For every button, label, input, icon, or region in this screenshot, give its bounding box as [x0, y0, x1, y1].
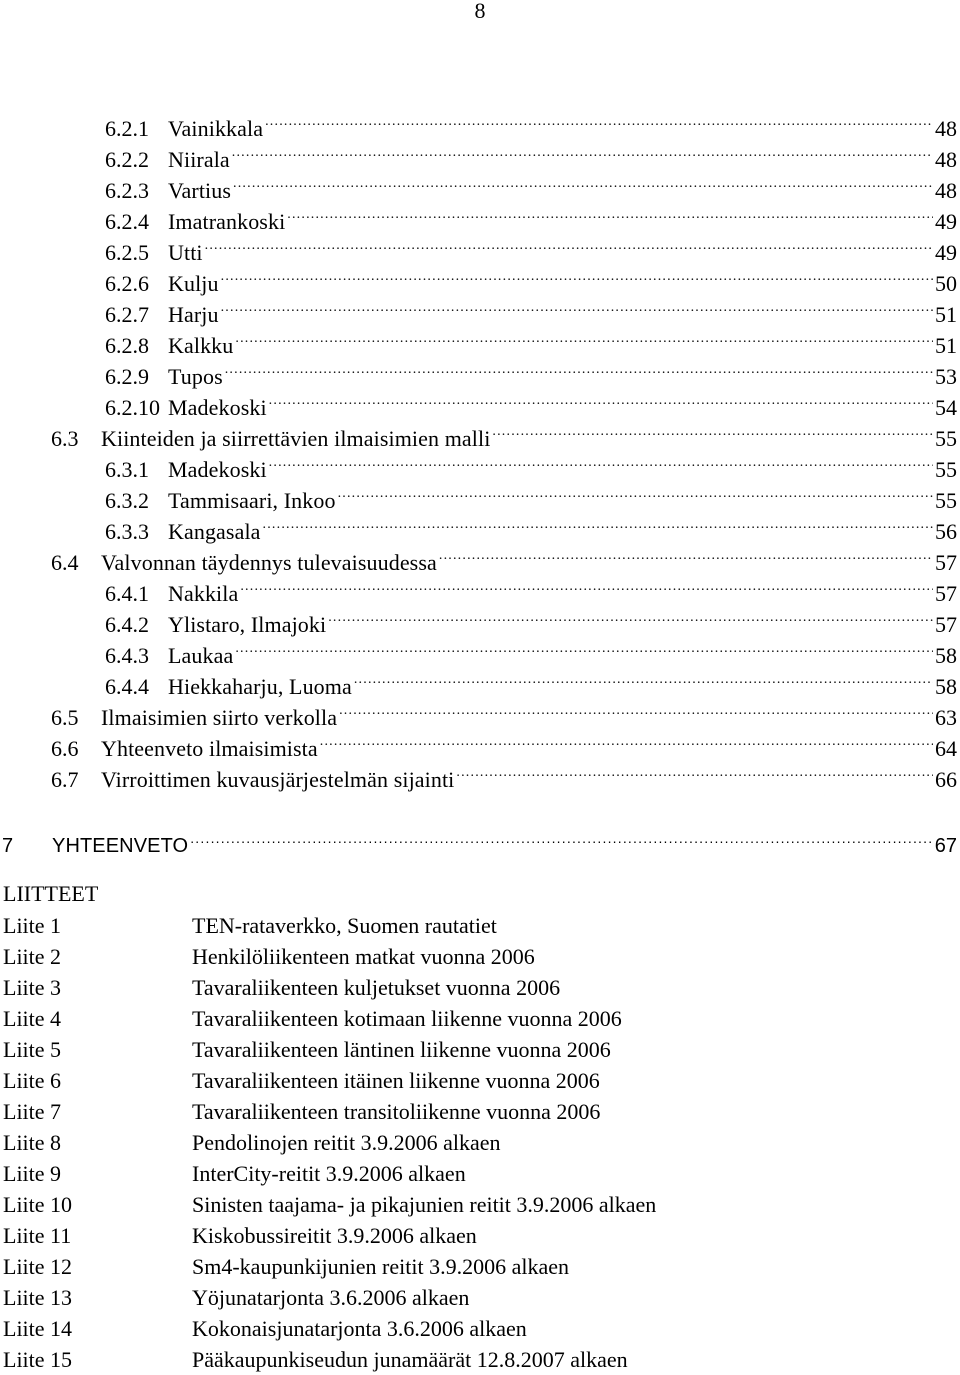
toc-leader-dots: [221, 291, 933, 322]
appendix-label: Liite 14: [3, 1316, 73, 1341]
toc-number: 6.2.7: [105, 302, 149, 327]
appendix-label: Liite 15: [3, 1347, 73, 1372]
appendix-item[interactable]: [0, 1034, 960, 1065]
toc-page-number: 64: [935, 736, 957, 761]
toc-number: 6.7: [51, 767, 79, 792]
appendix-label: Liite 11: [3, 1223, 72, 1248]
appendix-description: Kokonaisjunatarjonta 3.6.2006 alkaen: [192, 1316, 527, 1341]
toc-title: Madekoski: [168, 395, 267, 420]
appendix-label: Liite 8: [3, 1130, 62, 1155]
toc-page-number: 57: [935, 612, 957, 637]
toc-page-number: 54: [935, 395, 957, 420]
toc-leader-dots: [287, 198, 933, 229]
toc-number: 6.2.9: [105, 364, 149, 389]
toc-leader-dots: [269, 446, 933, 477]
toc-number: 6.3.2: [105, 488, 149, 513]
toc-leader-dots: [339, 694, 933, 725]
toc-title: Ilmaisimien siirto verkolla: [101, 705, 338, 730]
toc-leader-dots: [225, 353, 933, 384]
appendix-label: Liite 12: [3, 1254, 73, 1279]
toc-title: Vainikkala: [168, 116, 264, 141]
toc-title: Kalkku: [168, 333, 234, 358]
appendix-description: Tavaraliikenteen transitoliikenne vuonna 2006: [192, 1099, 601, 1124]
toc-title: Yhteenveto ilmaisimista: [101, 736, 318, 761]
appendix-item[interactable]: [0, 1220, 960, 1251]
toc-page-number: 63: [935, 705, 957, 730]
toc-entry[interactable]: [0, 539, 960, 575]
appendix-description: InterCity-reitit 3.9.2006 alkaen: [192, 1161, 466, 1186]
toc-leader-dots: [235, 322, 933, 353]
toc-leader-dots: [338, 477, 933, 508]
toc-page-number: 48: [935, 116, 957, 141]
toc-number: 6.3.3: [105, 519, 149, 544]
toc-number: 6.5: [51, 705, 79, 730]
toc-title: Nakkila: [168, 581, 239, 606]
toc-title: Kulju: [168, 271, 219, 296]
toc-entry[interactable]: [0, 353, 960, 389]
toc-leader-dots: [456, 756, 933, 787]
toc-title: Kiinteiden ja siirrettävien ilmaisimien malli: [101, 426, 491, 451]
toc-leader-dots: [320, 725, 933, 756]
appendix-item[interactable]: [0, 1158, 960, 1189]
appendix-item[interactable]: [0, 910, 960, 941]
appendix-label: Liite 10: [3, 1192, 73, 1217]
appendix-item[interactable]: [0, 1065, 960, 1096]
toc-title: Valvonnan täydennys tulevaisuudessa: [101, 550, 437, 575]
toc-title: Virroittimen kuvausjärjestelmän sijainti: [101, 767, 455, 792]
toc-entry[interactable]: [0, 415, 960, 451]
page-number: 8: [474, 0, 486, 23]
appendix-item[interactable]: [0, 1096, 960, 1127]
appendix-label: Liite 13: [3, 1285, 73, 1310]
toc-entry[interactable]: [0, 725, 960, 761]
toc-page-number: 55: [935, 488, 957, 513]
toc-entry[interactable]: [0, 821, 960, 857]
toc-number: 6.4.3: [105, 643, 149, 668]
toc-page-number: 55: [935, 426, 957, 451]
appendix-label: Liite 3: [3, 975, 62, 1000]
toc-entry[interactable]: [0, 477, 960, 513]
appendix-item[interactable]: [0, 972, 960, 1003]
toc-entry[interactable]: [0, 601, 960, 637]
toc-leader-dots: [233, 167, 933, 198]
toc-number: 6.2.10: [105, 395, 160, 420]
appendix-description: Tavaraliikenteen kotimaan liikenne vuonna 2006: [192, 1006, 622, 1031]
toc-entry[interactable]: [0, 322, 960, 358]
appendix-description: Pääkaupunkiseudun junamäärät 12.8.2007 alkaen: [192, 1347, 628, 1372]
toc-title: Harju: [168, 302, 219, 327]
toc-page-number: 51: [935, 302, 957, 327]
toc-number: 6.2.4: [105, 209, 149, 234]
appendix-description: Sm4-kaupunkijunien reitit 3.9.2006 alkaen: [192, 1254, 569, 1279]
toc-page-number: 58: [935, 643, 957, 668]
appendix-description: Sinisten taajama- ja pikajunien reitit 3.9.2006 alkaen: [192, 1192, 657, 1217]
appendix-label: Liite 4: [3, 1006, 62, 1031]
toc-title: Niirala: [168, 147, 230, 172]
appendix-item[interactable]: [0, 1344, 960, 1375]
toc-title: Tupos: [168, 364, 223, 389]
appendix-item[interactable]: [0, 1282, 960, 1313]
appendix-description: Henkilöliikenteen matkat vuonna 2006: [192, 944, 535, 969]
toc-page-number: 49: [935, 240, 957, 265]
toc-number: 6.2.6: [105, 271, 149, 296]
toc-leader-dots: [492, 415, 933, 446]
toc-title: Laukaa: [168, 643, 234, 668]
toc-leader-dots: [235, 632, 933, 663]
appendix-label: Liite 1: [3, 913, 62, 938]
toc-number: 6.2.3: [105, 178, 149, 203]
toc-title: Ylistaro, Ilmajoki: [168, 612, 327, 637]
appendix-description: Tavaraliikenteen kuljetukset vuonna 2006: [192, 975, 561, 1000]
appendix-list: [0, 910, 960, 1375]
appendix-description: Kiskobussireitit 3.9.2006 alkaen: [192, 1223, 477, 1248]
toc-leader-dots: [265, 105, 933, 136]
toc-leader-dots: [221, 260, 933, 291]
toc-page-number: 48: [935, 147, 957, 172]
appendix-item[interactable]: [0, 1189, 960, 1220]
toc-page-number: 56: [935, 519, 957, 544]
appendix-label: Liite 6: [3, 1068, 62, 1093]
toc-number: 6.6: [51, 736, 79, 761]
toc-title: Hiekkaharju, Luoma: [168, 674, 352, 699]
toc-entry[interactable]: [0, 694, 960, 730]
toc-entry[interactable]: [0, 136, 960, 172]
toc-entry[interactable]: [0, 105, 960, 141]
toc-title: Vartius: [168, 178, 232, 203]
toc-number: 6.2.1: [105, 116, 149, 141]
toc-title: Kangasala: [168, 519, 261, 544]
toc-number: 7: [2, 835, 14, 857]
toc-number: 6.4: [51, 550, 79, 575]
toc-number: 6.2.2: [105, 147, 149, 172]
toc-leader-dots: [269, 384, 933, 415]
appendix-label: Liite 2: [3, 944, 62, 969]
toc-page-number: 50: [935, 271, 957, 296]
toc-page-number: 57: [935, 550, 957, 575]
toc-leader-dots: [232, 136, 933, 167]
toc-page-number: 53: [935, 364, 957, 389]
appendix-description: Tavaraliikenteen itäinen liikenne vuonna 2006: [192, 1068, 600, 1093]
toc-leader-dots: [240, 570, 933, 601]
toc-page-number: 57: [935, 581, 957, 606]
toc-page-number: 67: [934, 835, 957, 857]
toc-entry[interactable]: [0, 663, 960, 699]
toc-number: 6.2.5: [105, 240, 149, 265]
toc-number: 6.3.1: [105, 457, 149, 482]
toc-leader-dots: [328, 601, 933, 632]
toc-page-number: 49: [935, 209, 957, 234]
toc-page-number: 48: [935, 178, 957, 203]
appendix-item[interactable]: [0, 1003, 960, 1034]
toc-title: Madekoski: [168, 457, 267, 482]
appendix-description: Tavaraliikenteen läntinen liikenne vuonna 2006: [192, 1037, 611, 1062]
toc-entry[interactable]: [0, 229, 960, 265]
toc-number: 6.3: [51, 426, 79, 451]
toc-number: 6.4.2: [105, 612, 149, 637]
toc-entry[interactable]: [0, 446, 960, 482]
toc-leader-dots: [263, 508, 933, 539]
toc-entry[interactable]: [0, 384, 960, 420]
toc-entry[interactable]: [0, 632, 960, 668]
toc-title: Imatrankoski: [168, 209, 286, 234]
toc-title: Tammisaari, Inkoo: [168, 488, 336, 513]
toc-leader-dots: [439, 539, 933, 570]
toc-number: 6.4.1: [105, 581, 149, 606]
toc-entry[interactable]: [0, 570, 960, 606]
toc-number: 6.4.4: [105, 674, 149, 699]
toc-leader-dots: [205, 229, 933, 260]
appendix-label: Liite 5: [3, 1037, 62, 1062]
toc-page-number: 66: [935, 767, 957, 792]
toc-page-number: 51: [935, 333, 957, 358]
appendix-item[interactable]: [0, 941, 960, 972]
toc-leader-dots: [190, 821, 933, 852]
toc-page-number: 55: [935, 457, 957, 482]
toc-entry[interactable]: [0, 291, 960, 327]
toc-number: 6.2.8: [105, 333, 149, 358]
appendix-description: TEN-rataverkko, Suomen rautatiet: [192, 913, 497, 938]
appendix-item[interactable]: [0, 1127, 960, 1158]
toc-entry[interactable]: [0, 508, 960, 544]
appendix-heading: LIITTEET: [3, 881, 99, 906]
table-of-contents: [0, 105, 960, 857]
toc-page-number: 58: [935, 674, 957, 699]
toc-entry[interactable]: [0, 167, 960, 203]
toc-entry[interactable]: [0, 260, 960, 296]
toc-title: YHTEENVETO: [52, 835, 189, 857]
appendix-description: Yöjunatarjonta 3.6.2006 alkaen: [192, 1285, 470, 1310]
toc-leader-dots: [354, 663, 933, 694]
appendix-item[interactable]: [0, 1313, 960, 1344]
toc-entry[interactable]: [0, 756, 960, 792]
appendix-item[interactable]: [0, 1251, 960, 1282]
toc-entry[interactable]: [0, 198, 960, 234]
appendix-description: Pendolinojen reitit 3.9.2006 alkaen: [192, 1130, 501, 1155]
appendix-label: Liite 7: [3, 1099, 62, 1124]
appendix-label: Liite 9: [3, 1161, 62, 1186]
toc-title: Utti: [168, 240, 203, 265]
